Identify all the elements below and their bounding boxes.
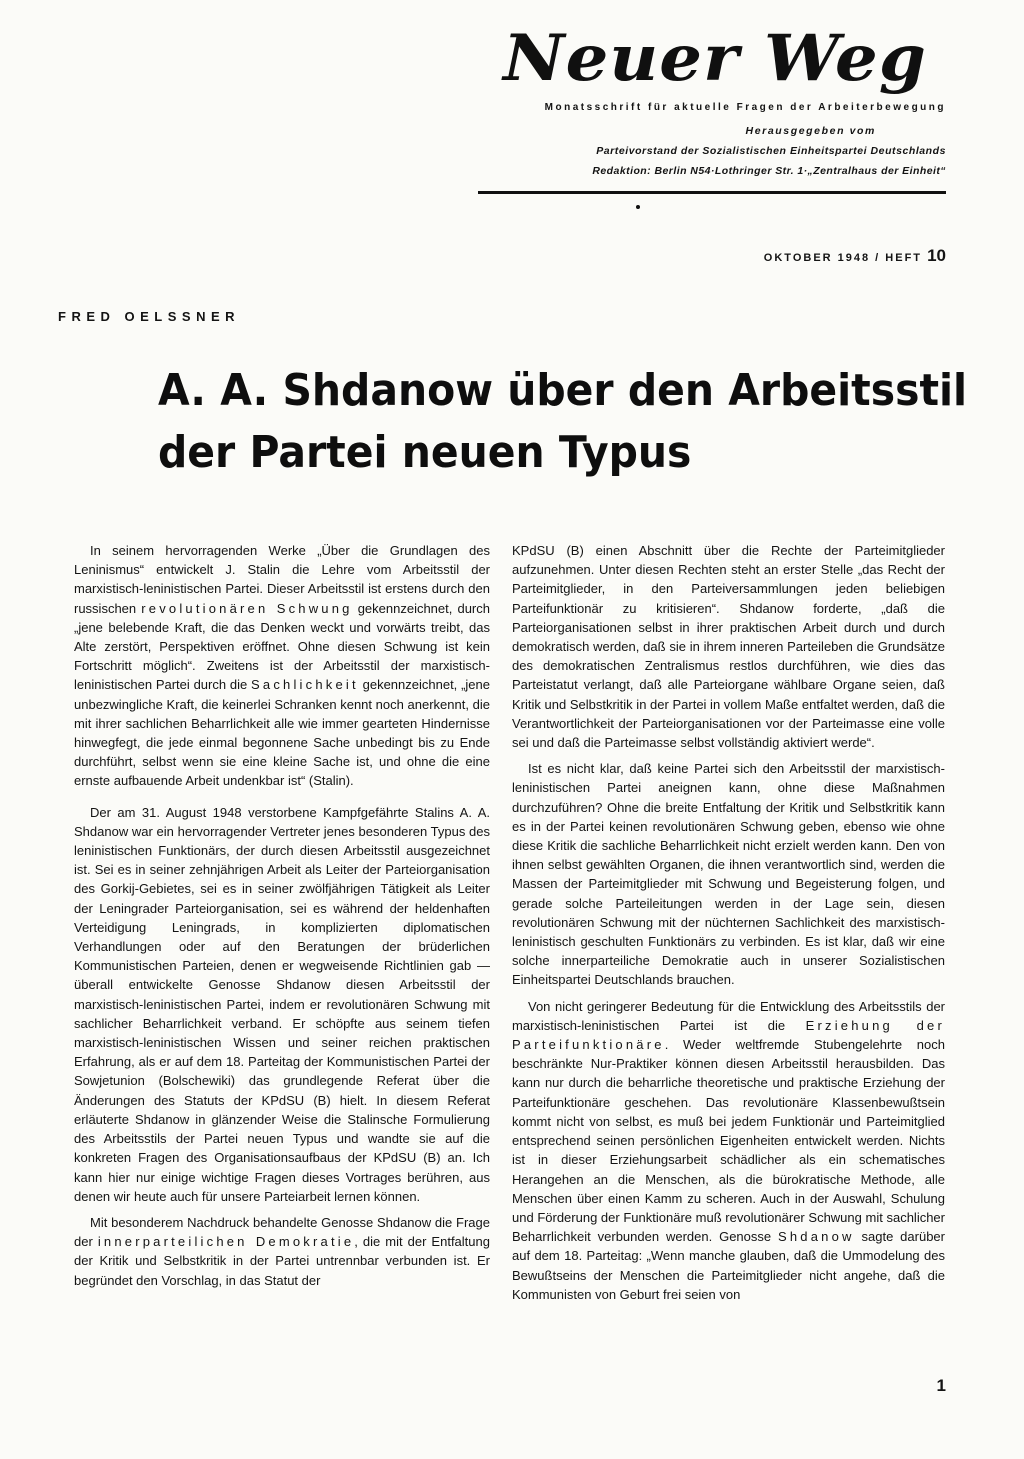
right-paragraph-3: [512, 997, 945, 1304]
right-p3-text-b: . Weder weltfremde Stubengelehrte noch beschränkte Nur-Praktiker können diesen Arbeitsstil herausbilden. Das kann nur durch die beharrliche theoretische und praktische Erziehung der Parteifunktionäre geschehen. Das revolutionäre Klassenbewußtsein kommt nicht von selbst, es muß bei jedem Funktionär und Parteimitglied entsprechend seinen persönlichen Eigenheiten entwickelt werden. Nichts ist in dieser Erziehungsarbeit schädlicher als ein schematisches Herangehen an die Menschen, als die bürokratische Methode, alle Menschen über einen Kamm zu scheren. Auch in der Auswahl, Schulung und Förderung der Funktionäre muß revolutionärer Schwung mit sachlicher Beharrlichkeit verbunden werden. Genosse: [512, 1037, 945, 1245]
decorative-dot: [636, 205, 640, 209]
journal-logo: Neuer Weg: [503, 21, 927, 96]
right-paragraph-2: Ist es nicht klar, daß keine Partei sich den Arbeitsstil der marxistisch-leninistischen Partei aneignen kann, ohne diese Maßnahmen durchzuführen? Ohne die breite Entfaltung der Kritik und Selbstkritik kann es in der Partei keinen revolutionären Schwung geben, ebenso wie ohne diese Kritik die sachliche Beharrlichkeit nicht erzielt werden kann. Den von ihnen selbst gewählten Organen, die ihnen verantwortlich sind, werden die Massen der Parteimitglieder mit Schwung und Begeisterung folgen, und gerade solche Parteileitungen werden in der Lage sein, diesen revolutionären Schwung mit der nüchternen Sachlichkeit des marxistisch-leninistisch geschulten Funktionärs zu verbinden. Es ist klar, daß wir eine solche innerparteiliche Demokratie auch in unserer Sozialistischen Einheitspartei Deutschlands brauchen.: [512, 761, 945, 988]
publisher-line-2: Parteivorstand der Sozialistischen Einheitspartei Deutschlands: [596, 145, 946, 157]
page-number: 1: [936, 1376, 946, 1395]
left-p1-text-c: gekennzeichnet, „jene unbezwingliche Kraft, die keinerlei Schranken kennt noch anerkennt, die mit ihrer sachlichen Beharrlichkeit alle wie immer gearteten Hindernisse hinwegfegt, die jede einmal begonnene Sache unbedingt bis zu Ende durchführt, selbst wenn sie eine kleine Sache ist, und ohne die eine ernste aufbauende Arbeit undenkbar ist“ (Stalin).: [74, 677, 490, 789]
right-p3-emphasis-b: Shdanow: [778, 1229, 855, 1245]
left-p1-text-b: gekennzeichnet, durch „jene belebende Kraft, die das Denken weckt und vorwärts treibt, das Alte zerstört, Perspektiven eröffnet. Ohne diesen Schwung ist kein Fortschritt möglich“. Zweitens ist der Arbeitsstil der marxistisch-leninistischen Partei durch die: [74, 600, 490, 693]
issue-info: [764, 246, 946, 266]
left-paragraph-1: [74, 541, 490, 791]
left-paragraph-3: [74, 1213, 490, 1290]
masthead: [478, 22, 946, 194]
left-p1-emphasis-a: revolutionären Schwung: [141, 600, 353, 616]
left-p3-text-b: , die mit der Entfaltung der Kritik und Selbstkritik in der Partei untrennbar verbunden ist. Er begründet den Vorschlag, in das Statut der: [74, 1234, 490, 1288]
right-p3-emphasis-a: Erziehung der Parteifunktionäre: [512, 1017, 945, 1053]
right-paragraph-1: KPdSU (B) einen Abschnitt über die Rechte der Parteimitglieder aufzunehmen. Unter diesen Rechten steht an erster Stelle „das Recht der Parteimitglieder, in den Parteiversammlungen jeden beliebigen Parteifunktionär zu kritisieren“. Shdanow forderte, „daß die Parteiorganisationen selbst in ihrer praktischen Arbeit durch und durch demokratisch werden, daß sie in ihrem inneren Parteileben die Grundsätze des demokratischen Zentralismus restlos durchführen, wie dies das Parteistatut verlangt, daß alle Parteiorgane wählbare Organe seien, daß Kritik und Selbstkritik in der Partei in vollem Maße entfaltet werden, daß die Verantwortlichkeit der Parteiorganisationen vor der Parteimasse eine volle sei und daß die Parteimasse selbst vollständig aktiviert werde“.: [512, 543, 945, 751]
left-p1-text-a: In seinem hervorragenden Werke „Über die Grundlagen des Leninismus“ entwickelt J. Stalin die Lehre vom Arbeitsstil der marxistisch-leninistischen Partei. Dieser Arbeitsstil ist erstens durch den russischen: [74, 543, 490, 616]
masthead-rule: [478, 191, 946, 194]
publisher-info: [478, 121, 946, 181]
right-column: [512, 541, 945, 1311]
title-line-1: A. A. Shdanow über den Arbeitsstil: [158, 365, 968, 416]
right-p3-text-a: Von nicht geringerer Bedeutung für die Entwicklung des Arbeitsstils der marxistisch-leninistischen Partei ist die: [512, 998, 945, 1033]
issue-label: OKTOBER 1948 / HEFT: [763, 252, 923, 264]
left-paragraph-2: Der am 31. August 1948 verstorbene Kampfgefährte Stalins A. A. Shdanow war ein hervorragender Vertreter jenes besonderen Typus des leninistischen Funktionärs, der durch diesen Arbeitsstil ausgezeichnet ist. Sei es in seiner zehnjährigen Arbeit als Leiter der Parteiorganisation des Gorkij-Gebietes, sei es in seiner zwölfjährigen Tätigkeit als Leiter der Leningrader Parteiorganisation, sei es während der heldenhaften Verteidigung Leningrads, in komplizierten diplomatischen Verhandlungen oder auf den Beratungen der brüderlichen Kommunistischen Parteien, denen er wegweisende Richtlinien gab — überall entwickelte Genosse Shdanow diesen Arbeitsstil der marxistisch-leninistischen Partei, indem er revolutionären Schwung mit sachlicher Beharrlichkeit verband. Er schöpfte aus seinem tiefen marxistisch-leninistischen Wissen und seiner reichen praktischen Erfahrung, als er auf dem 18. Parteitag der Kommunistischen Partei der Sowjetunion (Bolschewiki) das grundlegende Referat über die Änderungen des Statuts der KPdSU (B) hielt. In diesem Referat erläuterte Shdanow in glänzender Weise die Stalinsche Formulierung des Arbeitsstils der Partei neuen Typus und wandte sie auf die konkreten Fragen des Organisationsaufbaus der KPdSU (B) an. Ich kann hier nur einige wichtige Fragen dieses Vortrages berühren, aus denen wir heute auch für unsere Parteiarbeit lernen können.: [74, 804, 490, 1204]
article-author: FRED OELSSNER: [58, 309, 241, 324]
issue-number: 10: [927, 246, 946, 265]
journal-subtitle: Monatsschrift für aktuelle Fragen der Arbeiterbewegung: [544, 102, 946, 113]
title-line-2: der Partei neuen Typus: [158, 427, 692, 478]
left-column: [74, 541, 490, 1297]
article-title: [158, 360, 968, 484]
right-p3-text-c: sagte darüber auf dem 18. Parteitag: „Wenn manche glauben, daß die Ummodelung des Bewußtseins der Menschen die Parteimitglieder nicht angehe, daß die Kommunisten von Geburt frei seien von: [512, 1229, 945, 1302]
publisher-line-3: Redaktion: Berlin N54·Lothringer Str. 1·„Zentralhaus der Einheit“: [592, 165, 946, 177]
publisher-line-1: Herausgegeben vom: [745, 125, 876, 137]
left-p3-emphasis: innerparteilichen Demokratie: [97, 1234, 355, 1250]
left-p3-text-a: Mit besonderem Nachdruck behandelte Genosse Shdanow die Frage der: [74, 1214, 490, 1250]
left-p1-emphasis-b: Sachlichkeit: [251, 677, 359, 693]
